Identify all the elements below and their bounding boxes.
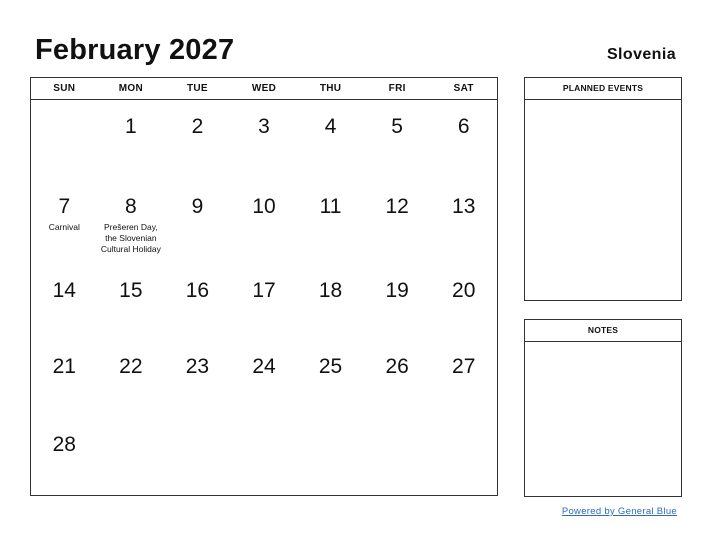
day-cell: [164, 264, 231, 340]
day-number: 4: [324, 115, 337, 138]
calendar-grid: [30, 77, 498, 496]
day-cell: [98, 180, 165, 264]
day-cell: [98, 100, 165, 180]
day-cell: [364, 180, 431, 264]
day-cell: [430, 264, 497, 340]
notes-panel: [524, 319, 682, 497]
country-label: Slovenia: [606, 46, 676, 63]
weekday-thu: THU: [319, 83, 342, 94]
weekday-sat: SAT: [453, 83, 474, 94]
day-cell: [31, 418, 98, 496]
day-cell: [31, 100, 98, 180]
day-number: 25: [318, 355, 343, 378]
weekday-sun: SUN: [53, 83, 76, 94]
day-cell: [297, 340, 364, 418]
day-cell: [231, 264, 298, 340]
calendar-title: February 2027: [35, 34, 235, 66]
day-cell: [164, 180, 231, 264]
day-number: 26: [385, 355, 409, 378]
day-number: 11: [319, 195, 342, 218]
day-cell: [430, 180, 497, 264]
day-cell: [364, 264, 431, 340]
day-number: 5: [391, 115, 403, 138]
day-number: 18: [318, 279, 343, 302]
day-number: 13: [452, 195, 476, 218]
day-cell: [364, 418, 431, 496]
day-number: 23: [185, 355, 210, 378]
day-number: 7: [58, 195, 71, 218]
day-cell: [164, 340, 231, 418]
day-cell: [430, 418, 497, 496]
day-cell: [98, 340, 165, 418]
day-cell: [31, 180, 98, 264]
day-number: 6: [457, 115, 470, 138]
day-cell: [98, 264, 165, 340]
planned-events-heading: PLANNED EVENTS: [525, 78, 681, 100]
day-number: 14: [52, 279, 76, 302]
day-cell: [164, 100, 231, 180]
day-cell: [364, 340, 431, 418]
day-number: 28: [52, 433, 76, 456]
weekday-header: [31, 78, 497, 100]
day-cell: [231, 418, 298, 496]
day-number: 20: [452, 279, 476, 302]
powered-by-link[interactable]: Powered by General Blue: [561, 506, 677, 517]
holiday-label: Prešeren Day, the Slovenian Cultural Holiday: [100, 222, 161, 254]
day-grid: [31, 100, 497, 496]
holiday-label: Carnival: [48, 222, 80, 232]
day-number: 17: [252, 279, 276, 302]
day-cell: [297, 264, 364, 340]
day-cell: [430, 340, 497, 418]
day-number: 9: [191, 195, 204, 218]
day-number: 19: [385, 279, 409, 302]
day-number: 24: [252, 355, 276, 378]
day-cell: [231, 100, 298, 180]
day-number: 27: [452, 355, 476, 378]
day-number: 22: [119, 355, 143, 378]
day-number: 2: [191, 115, 204, 138]
day-number: 16: [185, 279, 210, 302]
day-cell: [430, 100, 497, 180]
day-number: 10: [252, 195, 276, 218]
day-cell: [164, 418, 231, 496]
day-cell: [297, 100, 364, 180]
weekday-tue: TUE: [186, 83, 208, 94]
weekday-wed: WED: [251, 83, 277, 94]
weekday-mon: MON: [118, 83, 143, 94]
weekday-fri: FRI: [388, 83, 406, 94]
day-cell: [297, 180, 364, 264]
notes-heading: NOTES: [525, 320, 681, 342]
day-cell: [297, 418, 364, 496]
day-number: 15: [119, 279, 143, 302]
day-cell: [31, 340, 98, 418]
day-cell: [231, 180, 298, 264]
day-number: 21: [52, 355, 76, 378]
day-number: 1: [125, 115, 137, 138]
day-number: 8: [125, 195, 137, 218]
day-cell: [98, 418, 165, 496]
day-number: 12: [385, 195, 409, 218]
day-cell: [31, 264, 98, 340]
planned-events-panel: [524, 77, 682, 301]
day-number: 3: [258, 115, 270, 138]
day-cell: [231, 340, 298, 418]
day-cell: [364, 100, 431, 180]
